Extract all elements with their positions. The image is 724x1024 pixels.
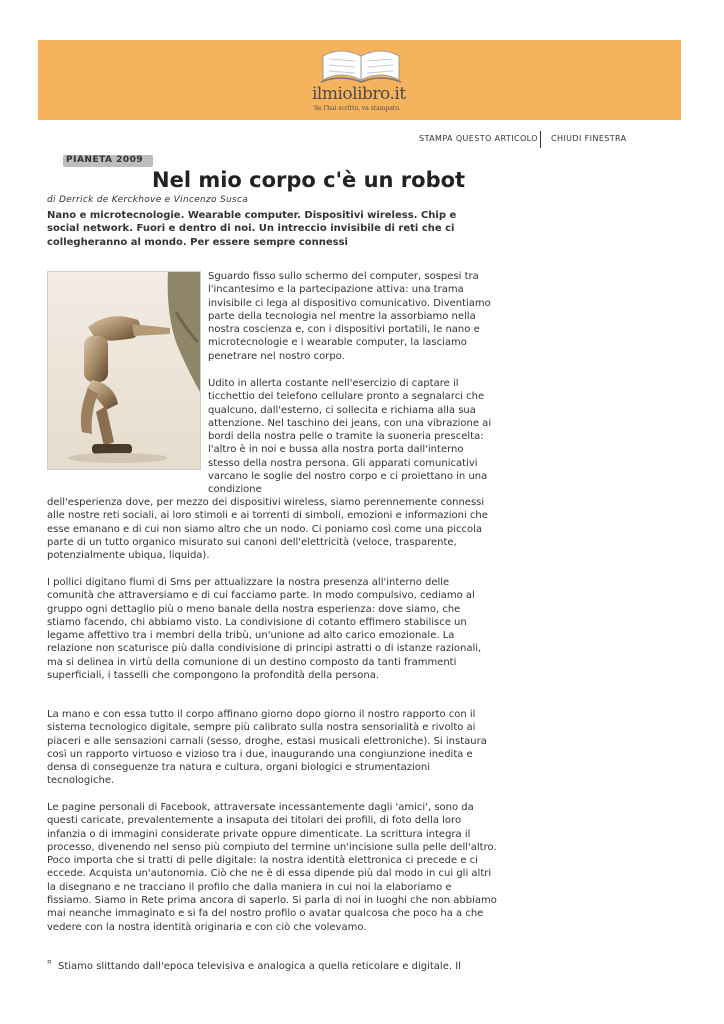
article-summary: Nano e microtecnologie. Wearable computer. Dispositivi wireless. Chip e social network. Fuori e dentro di noi. Un intreccio invisibile di reti che ci collegheranno al mondo. Per essere sempre connessi [47, 210, 457, 248]
paragraph-udito-continued: dell'esperienza dove, per mezzo dei dispositivi wireless, siamo perennemente connessi alle nostre reti sociali, ai loro stimoli e ai torrenti di simboli, emozioni e informazioni che esse emanano e di cui non siamo altro che un nodo. Ci poniamo così come una piccola parte di un tutto organico misurato sui canoni dell'elettricità (veloce, trasparente, potenzialmente ubiqua, liquida). [47, 497, 488, 562]
paragraph-pollici: I pollici digitano fiumi di Sms per attualizzare la nostra presenza all'interno delle comunità che attraversiamo e di cui facciamo parte. In modo compulsivo, cediamo al gruppo ogni dettaglio più o meno banale della nostra esperienza: dove siamo, che stiamo facendo, chi abbiamo visto. La condivisione di cotanto effimero stabilisce un legame affettivo tra i membri della tribù, un'unione ad alto carico emozionale. La relazione non scaturisce più dalla condivisione di principi astratti o di istanze razionali, ma si delinea in virtù della comunione di un destino composto da tanti frammenti superficiali, i tasselli che compongono la profondità della persona. [47, 577, 482, 682]
paragraph-last-text: Stiamo slittando dall'epoca televisiva e analogica a quella reticolare e digitale. Il [58, 961, 461, 972]
open-book-icon [317, 44, 405, 86]
section-badge [63, 155, 153, 167]
close-window-link[interactable]: CHIUDI FINESTRA [551, 134, 627, 143]
paragraph-mano: La mano e con essa tutto il corpo affinano giorno dopo giorno il nostro rapporto con il sistema tecnologico digitale, sempre più calibrato sulla nostra sensorialità e rivolto ai piaceri e alle sensazioni carnali (sesso, droghe, estasi musicali elettroniche). Si instaura così un rapporto virtuoso e vizioso tra i due, inaugurando una congiunzione inedita e densa di conseguenze tra natura e cultura, organi biologici e strumentazioni tecnologiche. [47, 709, 487, 787]
paragraph-last [58, 960, 498, 973]
bullet-marker: ¤ [47, 958, 52, 966]
robot-photo [47, 271, 201, 470]
section-label: PIANETA 2009 [66, 155, 144, 165]
paragraph-intro: Sguardo fisso sullo schermo del computer, sospesi tra l'incantesimo e la partecipazione attiva: una trama invisibile ci lega al dispositivo comunicativo. Diventiamo parte della tecnologia nel mentre la assorbiamo nella nostra coscienza e, con i dispositivi portatili, le nano e microtecnologie e i wearable computer, la lasciamo penetrare nel nostro corpo. [208, 271, 491, 362]
logo-title: ilmiolibro.it [312, 84, 406, 104]
logo-tagline: Se l'hai scritto, va stampato. [314, 105, 401, 112]
print-article-link[interactable]: STAMPA QUESTO ARTICOLO [419, 134, 538, 143]
paragraph-udito: Udito in allerta costante nell'esercizio di captare il ticchettio del telefono cellulare pronto a segnalarci che qualcuno, dall'esterno, ci sollecita e richiama alla sua attenzione. Nel taschino dei jeans, con una vibrazione ai bordi della nostra pelle o tramite la suoneria prescelta: l'altro è in noi e bussa alla nostra porta dall'interno stesso della nostra persona. Gli apparati comunicativi varcano le soglie del nostro corpo e ci proiettano in una condizione [208, 378, 492, 496]
site-logo[interactable] [309, 44, 413, 114]
paragraph-facebook: Le pagine personali di Facebook, attraversate incessantemente dagli 'amici', sono da questi caricate, prevalentemente a insaputa dei titolari dei profili, di foto della loro infanzia o di immagini considerate private oppure dimenticate. La scrittura integra il processo, divenendo nel senso più compiuto del termine un'incisione sulla pelle dell'altro. Poco importa che si tratti di pelle digitale: la nostra identità elettronica ci precede e ci eccede. Acquista un'autonomia. Ciò che ne è di essa dipende più dal modo in cui gli altri la disegnano e ne tracciano il profilo che dalla maniera in cui noi la elaboriamo e fissiamo. Siamo in Rete prima ancora di saperlo. Si parla di noi in luoghi che non abbiamo mai neanche immaginato e si fa del nostro profilo o avatar qualcosa che poco ha a che vedere con la nostra identità originaria e con ciò che volevamo. [47, 802, 497, 933]
article-authors: di Derrick de Kerckhove e Vincenzo Susca [47, 195, 249, 205]
toplinks-divider [540, 131, 541, 148]
article-title: Nel mio corpo c'è un robot [152, 168, 466, 192]
